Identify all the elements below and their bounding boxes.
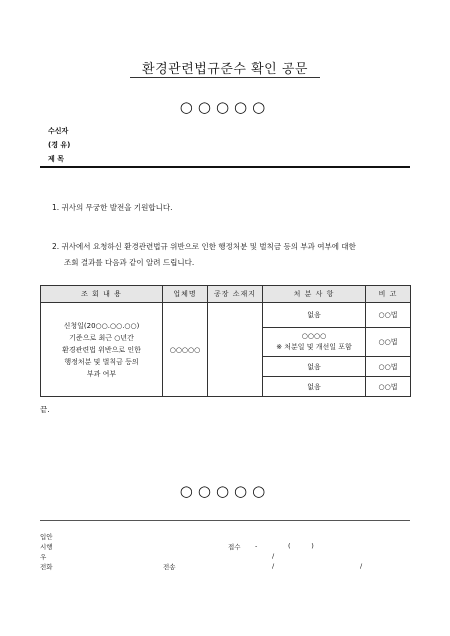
header-divider <box>40 166 410 168</box>
header-disposition: 처 분 사 항 <box>263 286 366 303</box>
organization-name: ○○○○○ <box>179 98 271 116</box>
zip-label: 우 <box>40 553 47 561</box>
disposition-cell <box>263 328 366 357</box>
paragraph-1: 1. 귀사의 무궁한 발전을 기원합니다. <box>52 203 173 212</box>
receipt-dash: - <box>255 542 258 550</box>
table-row <box>41 303 411 328</box>
table-header-row <box>41 286 411 303</box>
phone-label: 전화 <box>40 563 53 571</box>
header-note: 비 고 <box>366 286 411 303</box>
paragraph-2-line-1: 2. 귀사에서 요청하신 환경관련법규 위반으로 인한 행정처분 및 벌칙금 등의 부과 여부에 대한 <box>52 242 356 251</box>
disposition-note-line: ※ 처분일 및 개선일 포함 <box>276 343 352 351</box>
inquiry-content-cell <box>41 303 163 397</box>
paragraph-2-line-2: 조회 결과를 다음과 같이 알려 드립니다. <box>64 258 195 267</box>
company-cell: ○○○○○ <box>163 303 208 397</box>
note-cell: ○○법 <box>366 377 411 397</box>
header-company: 업체명 <box>163 286 208 303</box>
header-location: 공장 소재지 <box>208 286 263 303</box>
footer-divider <box>40 520 410 521</box>
address-slash: / <box>272 552 275 560</box>
disposition-cell: 없음 <box>263 303 366 328</box>
fax-label: 전송 <box>163 563 176 571</box>
disposition-cell: 없음 <box>263 357 366 377</box>
disposition-cell: 없음 <box>263 377 366 397</box>
note-cell: ○○법 <box>366 357 411 377</box>
note-cell: ○○법 <box>366 328 411 357</box>
inquiry-line: 신청일(20○○.○○.○○) <box>63 321 140 330</box>
inquiry-line: 부과 여부 <box>86 369 117 378</box>
fax-slash: / <box>272 562 275 570</box>
result-table <box>40 285 411 397</box>
recipient-label: 수신자 <box>48 127 69 135</box>
inquiry-line: 기준으로 최근 ○년간 <box>69 333 134 342</box>
end-mark: 끝. <box>40 405 50 414</box>
drafter-label: 입안 <box>40 533 53 541</box>
receipt-paren: ( ) <box>288 542 314 550</box>
receipt-label: 접수 <box>228 543 241 551</box>
disposition-line: ○○○○ <box>301 332 327 340</box>
header-inquiry: 조 회 내 용 <box>41 286 163 303</box>
issuer-name: ○○○○○ <box>179 482 271 500</box>
note-cell: ○○법 <box>366 303 411 328</box>
subject-label: 제 목 <box>48 155 64 163</box>
location-cell <box>208 303 263 397</box>
email-slash: / <box>360 562 363 570</box>
document-title: 환경관련법규준수 확인 공문 <box>142 62 308 77</box>
inquiry-line: 환경관련법 위반으로 인한 <box>62 345 141 354</box>
via-label: (경 유) <box>48 141 71 149</box>
enforcement-label: 시행 <box>40 543 53 551</box>
title-underline <box>130 77 320 78</box>
inquiry-line: 행정처분 및 벌칙금 등의 <box>64 357 139 366</box>
